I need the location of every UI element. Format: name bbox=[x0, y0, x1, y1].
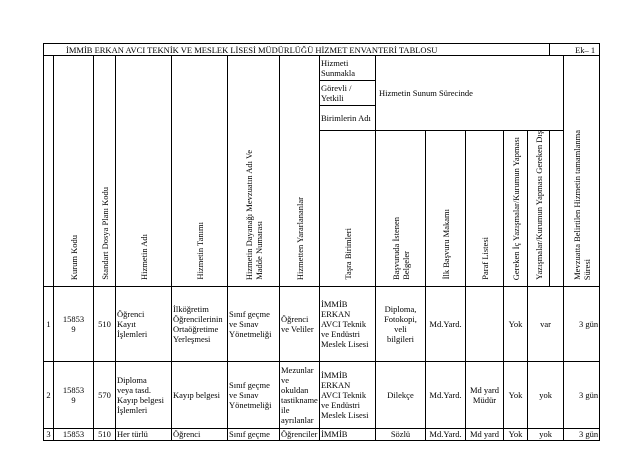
cell-ic: Yok bbox=[504, 286, 528, 361]
cell-tasra: İMMİB ERKAN AVCI Teknik ve Endüstri Meslek Lisesi bbox=[320, 286, 376, 361]
table-row bbox=[44, 361, 600, 428]
cell-dis: yok bbox=[528, 361, 564, 428]
title-row bbox=[44, 44, 600, 56]
cell-yararlananlar: Öğrenciler bbox=[280, 428, 320, 440]
cell-sure: 3 gün bbox=[564, 286, 600, 361]
cell-belgeler: Dilekçe bbox=[376, 361, 426, 428]
cell-kurum-kodu: 15853 9 bbox=[54, 286, 94, 361]
header-mevzuat: Hizmetin Dayanağı Mevzuatın Adı VeMadde Numarası bbox=[228, 56, 280, 287]
cell-belgeler: Sözlü bbox=[376, 428, 426, 440]
cell-yararlananlar: Mezunlar ve okuldan tastikname ile ayrılanlar bbox=[280, 361, 320, 428]
cell-ic: Yok bbox=[504, 428, 528, 440]
cell-adi: Her türlü bbox=[116, 428, 172, 440]
cell-paraf: Md yard Müdür bbox=[466, 361, 504, 428]
header-standart-dosya: Standart Dosya Planı Kodu bbox=[94, 56, 116, 287]
service-inventory-table bbox=[43, 43, 600, 441]
cell-dosya: 570 bbox=[94, 361, 116, 428]
table-row bbox=[44, 286, 600, 361]
header-kurum-kodu: Kurum Kodu bbox=[54, 56, 94, 287]
cell-adi: Öğrenci Kayıt İşlemleri bbox=[116, 286, 172, 361]
header-sunum-sureci: Hizmetin Sunum Sürecinde bbox=[376, 56, 564, 131]
header-gorevli: Görevli / Yetkili bbox=[320, 81, 376, 106]
cell-tanimi: Öğrenci bbox=[172, 428, 228, 440]
header-gereken-dis: Yazışmalar/Kurumun Yapması Gereken Dış bbox=[528, 131, 550, 287]
cell-dosya: 510 bbox=[94, 286, 116, 361]
cell-paraf bbox=[466, 286, 504, 361]
header-sunum-makami: Hizmeti Sunmakla bbox=[320, 56, 376, 81]
cell-tanimi: Kayıp belgesi bbox=[172, 361, 228, 428]
cell-ilk: Md.Yard. bbox=[426, 428, 466, 440]
header-birimler: Birimlerin Adı bbox=[320, 106, 376, 131]
cell-dis: yok bbox=[528, 428, 564, 440]
table-title: İMMİB ERKAN AVCI TEKNİK VE MESLEK LİSESİ MÜDÜRLÜĞÜ HİZMET ENVANTERİ TABLOSU bbox=[44, 44, 550, 56]
cell-sure: 3 gün bbox=[564, 428, 600, 440]
row-number: 1 bbox=[44, 286, 54, 361]
cell-kurum-kodu: 15853 9 bbox=[54, 361, 94, 428]
header-row-1 bbox=[44, 56, 600, 81]
cell-yararlananlar: Öğrenci ve Veliler bbox=[280, 286, 320, 361]
cell-kurum-kodu: 15853 bbox=[54, 428, 94, 440]
cell-belgeler: Diploma, Fotokopi, veli bilgileri bbox=[376, 286, 426, 361]
table-row bbox=[44, 428, 600, 440]
cell-ilk: Md.Yard. bbox=[426, 286, 466, 361]
header-hizmetin-adi: Hizmetin Adı bbox=[116, 56, 172, 287]
cell-tasra: İMMİB bbox=[320, 428, 376, 440]
header-row-number bbox=[44, 56, 54, 287]
cell-paraf: Md yard bbox=[466, 428, 504, 440]
cell-adi: Diploma veya tasd. Kayıp belgesi İşlemleri bbox=[116, 361, 172, 428]
cell-sure: 3 gün bbox=[564, 361, 600, 428]
header-gereken-ic: Gereken İç Yazışmalar/Kurumun Yapması bbox=[504, 131, 528, 287]
cell-tasra: İMMİB ERKAN AVCI Teknik ve Endüstri Meslek Lisesi bbox=[320, 361, 376, 428]
cell-tanimi: İlköğretim Öğrencilerinin Ortaöğretime Yerleşmesi bbox=[172, 286, 228, 361]
annex-label: Ek– 1 bbox=[550, 44, 600, 56]
header-paraf: Paraf Listesi bbox=[466, 131, 504, 287]
header-basvuru: Başvuruda İstenenBelgeler bbox=[376, 131, 426, 287]
header-hizmetin-tanimi: Hizmetin Tanımı bbox=[172, 56, 228, 287]
cell-mevzuat: Sınıf geçme ve Sınav Yönetmeliği bbox=[228, 361, 280, 428]
row-number: 2 bbox=[44, 361, 54, 428]
cell-ic: Yok bbox=[504, 361, 528, 428]
cell-mevzuat: Sınıf geçme ve Sınav Yönetmeliği bbox=[228, 286, 280, 361]
header-ilk-basvuru: İlk Başvuru Makamı bbox=[426, 131, 466, 287]
cell-ilk: Md.Yard. bbox=[426, 361, 466, 428]
cell-dis: var bbox=[528, 286, 564, 361]
cell-mevzuat: Sınıf geçme bbox=[228, 428, 280, 440]
header-tasra: Taşra Birimleri bbox=[320, 131, 376, 287]
row-number: 3 bbox=[44, 428, 54, 440]
header-sure: Mevzuatta Belirtilen Hizmetin tamamlanmaSüresi bbox=[564, 56, 600, 287]
header-yararlananlar: Hizmetten Yararlananlar bbox=[280, 56, 320, 287]
cell-dosya: 510 bbox=[94, 428, 116, 440]
